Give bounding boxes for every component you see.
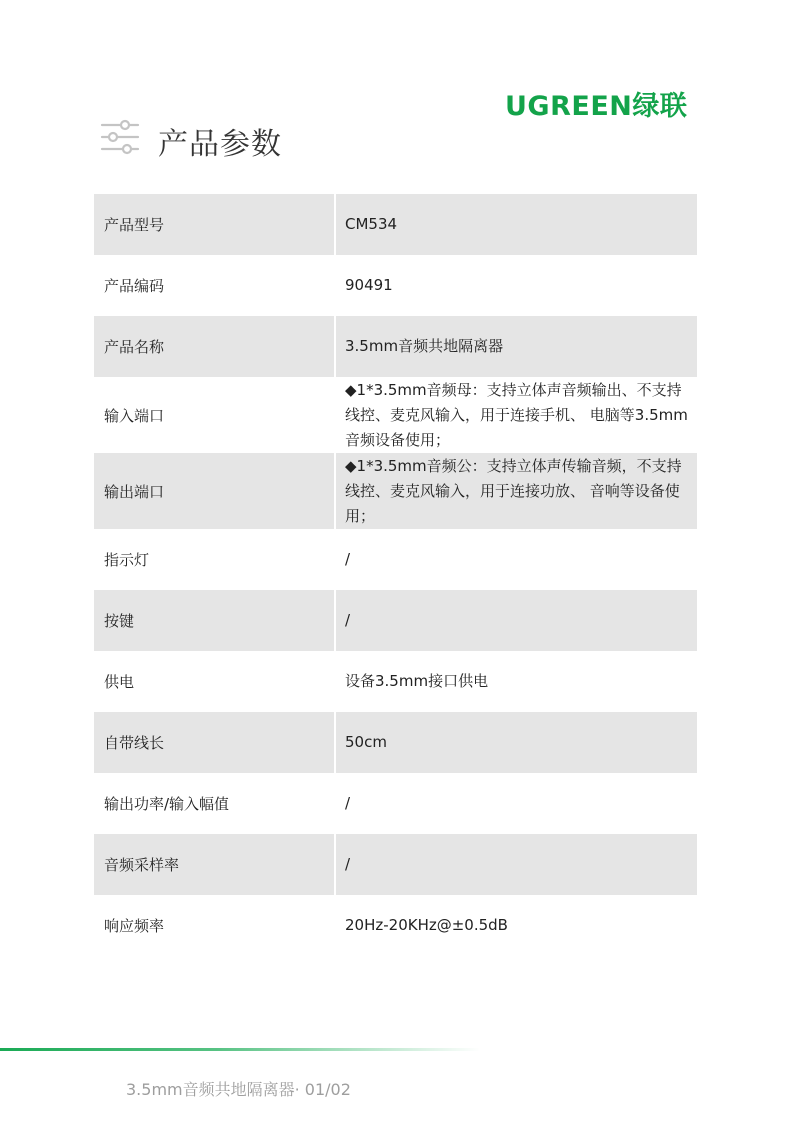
spec-value: 设备3.5mm接口供电	[345, 672, 489, 690]
spec-label: 产品编码	[104, 277, 165, 295]
spec-row-frequency-response	[94, 895, 697, 956]
spec-row-sample-rate	[94, 834, 697, 895]
spec-label: 输出端口	[104, 482, 165, 501]
spec-row-input-port	[94, 377, 697, 453]
spec-value: 50cm	[345, 733, 387, 751]
spec-value: 3.5mm音频共地隔离器	[345, 337, 504, 355]
spec-value: CM534	[345, 215, 398, 233]
spec-label: 产品名称	[104, 338, 165, 356]
spec-table	[94, 194, 697, 956]
spec-row-cable-length	[94, 712, 697, 773]
spec-row-model	[94, 194, 697, 255]
spec-label: 音频采样率	[104, 856, 180, 874]
spec-row-buttons	[94, 590, 697, 651]
footer-divider	[0, 1048, 480, 1051]
sliders-icon	[100, 118, 140, 158]
spec-value: /	[345, 855, 351, 873]
footer-page-label: 3.5mm音频共地隔离器· 01/02	[126, 1080, 351, 1099]
spec-row-power	[94, 651, 697, 712]
spec-value: 20Hz-20KHz@±0.5dB	[345, 916, 508, 934]
spec-label: 指示灯	[104, 551, 150, 569]
spec-value: ◆1*3.5mm音频公：支持立体声传输音频，不支持线控、麦克风输入，用于连接功放、 音响等设备使用；	[345, 456, 682, 525]
spec-label: 供电	[104, 673, 135, 691]
spec-label: 输出功率/输入幅值	[104, 795, 230, 813]
spec-label: 产品型号	[104, 216, 165, 234]
spec-row-output-power	[94, 773, 697, 834]
spec-row-code	[94, 255, 697, 316]
spec-row-output-port	[94, 453, 697, 529]
spec-label: 按键	[104, 612, 135, 630]
section-title: 产品参数	[158, 127, 282, 162]
spec-value: ◆1*3.5mm音频母：支持立体声音频输出、不支持线控、麦克风输入，用于连接手机、 电脑等3.5mm音频设备使用；	[345, 380, 688, 449]
spec-value: /	[345, 794, 351, 812]
spec-label: 自带线长	[104, 734, 165, 752]
spec-value: /	[345, 550, 351, 568]
brand-logo: UGREEN绿联	[505, 91, 688, 122]
spec-label: 输入端口	[104, 406, 165, 425]
spec-value: 90491	[345, 276, 393, 294]
spec-row-name	[94, 316, 697, 377]
spec-value: /	[345, 611, 351, 629]
spec-row-indicator	[94, 529, 697, 590]
spec-label: 响应频率	[104, 917, 165, 935]
